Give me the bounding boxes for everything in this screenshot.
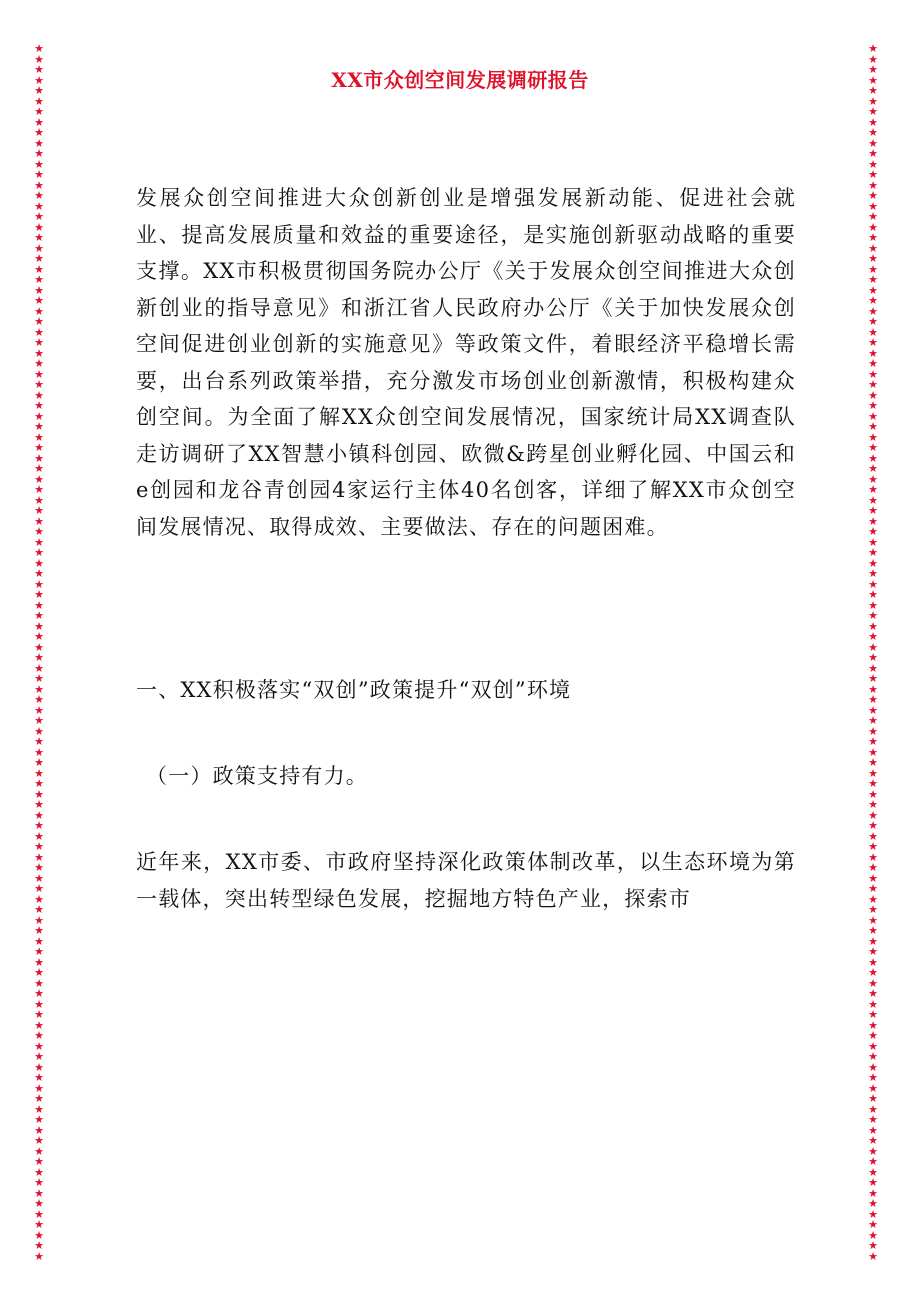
section-heading: 一、XX积极落实“双创”政策提升“双创”环境 (136, 678, 572, 702)
left-star-border: ★★★★★★★★★★★★★★★★★★★★★★★★★★★★★★★★★★★★★★★★★★★★★★★★★★★★★★★★★★★★★★★★★★★★★★★★★★★★★★★★★★★★★★★★★★★★★★★★★★★★★★★★★★★★★★★★★★★★ (34, 44, 44, 1262)
subsection-heading: （一）政策支持有力。 (146, 764, 368, 788)
intro-paragraph: 发展众创空间推进大众创新创业是增强发展新动能、促进社会就业、提高发展质量和效益的重要途径，是实施创新驱动战略的重要支撑。XX市积极贯彻国务院办公厅《关于发展众创空间推进大众创新创业的指导意见》和浙江省人民政府办公厅《关于加快发展众创空间促进创业创新的实施意见》等政策文件，着眼经济平稳增长需要，出台系列政策举措，充分激发市场创业创新激情，积极构建众创空间。为全面了解XX众创空间发展情况，国家统计局XX调查队走访调研了XX智慧小镇科创园、欧微&跨星创业孵化园、中国云和e创园和龙谷青创园4家运行主体40名创客，详细了解XX市众创空间发展情况、取得成效、主要做法、存在的问题困难。 (136, 186, 796, 539)
document-title: XX市众创空间发展调研报告 (331, 68, 589, 92)
right-star-border: ★★★★★★★★★★★★★★★★★★★★★★★★★★★★★★★★★★★★★★★★★★★★★★★★★★★★★★★★★★★★★★★★★★★★★★★★★★★★★★★★★★★★★★★★★★★★★★★★★★★★★★★★★★★★★★★★★★★★ (868, 44, 878, 1262)
body-paragraph: 近年来，XX市委、市政府坚持深化政策体制改革，以生态环境为第一载体，突出转型绿色发展，挖掘地方特色产业，探索市 (136, 850, 796, 911)
